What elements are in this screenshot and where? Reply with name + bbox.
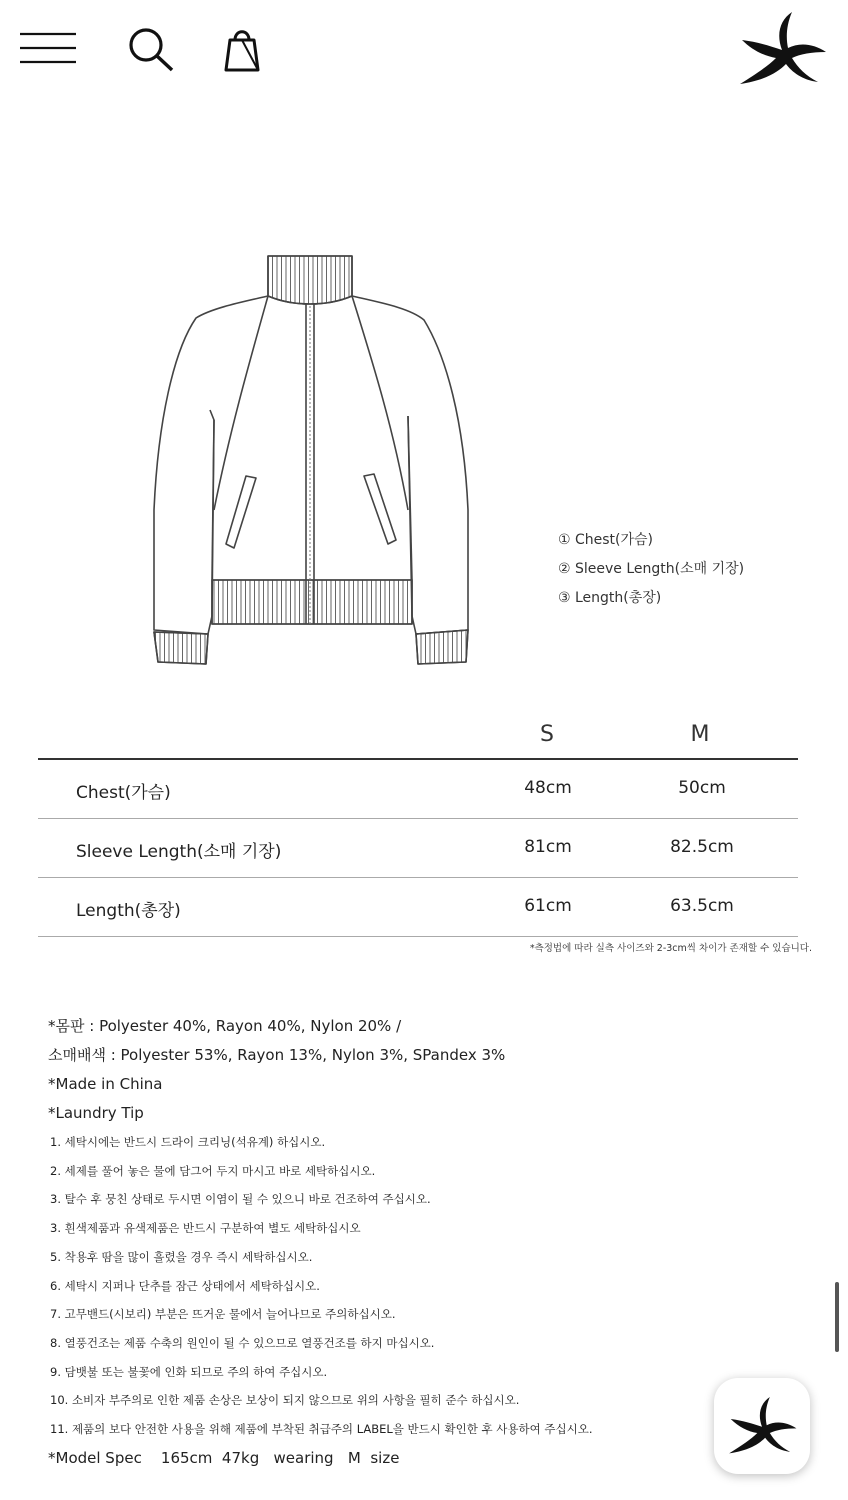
column-header-s: S: [540, 722, 554, 747]
size-s-value: 48cm: [524, 778, 572, 798]
jacket-illustration: [150, 250, 476, 670]
size-table-header: [38, 718, 798, 760]
legend-item: ① Chest(가슴): [558, 532, 654, 548]
search-icon[interactable]: [126, 26, 174, 72]
menu-icon[interactable]: [20, 32, 76, 64]
table-row: [38, 878, 798, 937]
size-m-value: 82.5cm: [670, 837, 734, 857]
shopping-bag-icon[interactable]: [218, 24, 266, 72]
laundry-tip: 11. 제품의 보다 안전한 사용을 위해 제품에 부착된 취급주의 LABEL을 반드시 확인한 후 사용하여 주십시오.: [50, 1422, 593, 1437]
laundry-tip: 5. 착용후 땀을 많이 흘렸을 경우 즉시 세탁하십시오.: [50, 1249, 313, 1264]
model-spec: *Model Spec 165cm 47kg wearing M size: [48, 1448, 400, 1467]
legend-item: ③ Length(총장): [558, 590, 662, 606]
starfish-icon: [726, 1390, 798, 1462]
top-navigation-bar: [0, 0, 848, 100]
row-label: Sleeve Length(소매 기장): [76, 842, 282, 862]
floating-logo-button[interactable]: [714, 1378, 810, 1474]
column-header-m: M: [690, 722, 710, 747]
legend-item: ② Sleeve Length(소매 기장): [558, 561, 745, 577]
laundry-tip: 7. 고무밴드(시보리) 부분은 뜨거운 물에서 늘어나므로 주의하십시오.: [50, 1307, 396, 1322]
laundry-tip: 3. 흰색제품과 유색제품은 반드시 구분하여 별도 세탁하십시오: [50, 1221, 361, 1236]
measurement-legend: [558, 526, 744, 613]
origin: *Made in China: [48, 1075, 163, 1093]
table-row: [38, 819, 798, 878]
size-s-value: 61cm: [524, 896, 572, 916]
laundry-tip: 8. 열풍건조는 제품 수축의 원인이 될 수 있으므로 열풍건조를 하지 마십시오.: [50, 1335, 435, 1350]
scrollbar-thumb[interactable]: [835, 1282, 839, 1352]
measurement-note: *측정법에 따라 실측 사이즈와 2-3cm씩 차이가 존재할 수 있습니다.: [529, 943, 812, 954]
row-label: Chest(가슴): [76, 783, 171, 803]
laundry-title: *Laundry Tip: [48, 1104, 144, 1122]
size-table: [38, 718, 798, 937]
laundry-tip: 10. 소비자 부주의로 인한 제품 손상은 보상이 되지 않으므로 위의 사항을 필히 준수 하십시오.: [50, 1393, 520, 1408]
table-row: [38, 760, 798, 819]
laundry-tip: 6. 세탁시 지퍼나 단추를 잠근 상태에서 세탁하십시오.: [50, 1278, 320, 1293]
starfish-logo[interactable]: [736, 10, 828, 88]
size-m-value: 50cm: [678, 778, 726, 798]
material-sleeve: 소매배색 : Polyester 53%, Rayon 13%, Nylon 3%, SPandex 3%: [48, 1046, 506, 1064]
laundry-tip: 2. 세제를 풀어 놓은 물에 담그어 두지 마시고 바로 세탁하십시오.: [50, 1163, 376, 1178]
size-s-value: 81cm: [524, 837, 572, 857]
row-label: Length(총장): [76, 901, 181, 921]
laundry-tip: 9. 담뱃불 또는 불꽃에 인화 되므로 주의 하여 주십시오.: [50, 1364, 328, 1379]
material-body: *몸판 : Polyester 40%, Rayon 40%, Nylon 20% /: [48, 1017, 402, 1035]
product-info: [48, 1012, 748, 1473]
laundry-tip: 3. 탈수 후 뭉친 상태로 두시면 이염이 될 수 있으니 바로 건조하여 주십시오.: [50, 1192, 431, 1207]
size-m-value: 63.5cm: [670, 896, 734, 916]
laundry-tip: 1. 세탁시에는 반드시 드라이 크리닝(석유계) 하십시오.: [50, 1135, 326, 1149]
